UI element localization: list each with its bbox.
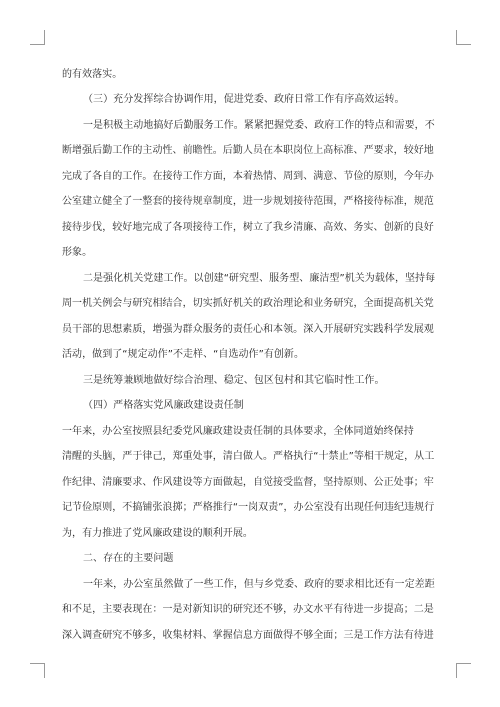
paragraph	[62, 89, 443, 111]
text-line: 深入调查研究不够多，收集材料、掌握信息方面做得不够全面；三是工作方法有待进	[62, 629, 434, 641]
text-line: 的有效落实。	[62, 69, 123, 80]
paragraph	[62, 64, 443, 86]
text-line: 活动，做到了“规定动作”不走样、“自选动作”有创新。	[62, 349, 305, 361]
text-line: （四）严格落实党风廉政建设责任制	[83, 400, 244, 412]
text-line: 断增强后勤工作的主动性、前瞻性。后勤人员在本职岗位上高标准、严要求，较好地	[62, 145, 434, 157]
paragraph	[62, 115, 443, 265]
text-line: 员干部的思想素质，增强为群众服务的责任心和本领。深入开展研究实践科学发展观	[62, 323, 434, 335]
crop-mark-top-left	[30, 30, 45, 45]
text-line: 记节俭原则，不搞铺张浪掷；严格推行“一岗双责”，办公室没有出现任何违纪违规行	[62, 502, 435, 514]
text-line: 作纪律、清廉要求、作风建设等方面做起，自觉接受监督，坚持原则、公正处事；牢	[62, 476, 434, 488]
text-line: 清醒的头脑，严于律己，郑重处事，清白做人。严格执行“十禁止”等相干规定，从工	[62, 451, 435, 463]
paragraph	[62, 370, 443, 392]
document-body	[62, 64, 443, 650]
text-line: 三是统筹兼顾地做好综合治理、稳定、包区包村和其它临时性工作。	[83, 374, 385, 386]
paragraph	[62, 548, 443, 570]
paragraph	[62, 268, 443, 367]
paragraph	[62, 574, 443, 647]
text-line: 和不足，主要表现在：一是对新知识的研究还不够，办文水平有待进一步提高；二是	[62, 604, 434, 616]
text-line: 一是积极主动地搞好后勤服务工作。紧紧把握党委、政府工作的特点和需要，不	[83, 119, 435, 131]
crop-mark-bottom-left	[30, 663, 45, 678]
text-line: 接待步伐，较好地完成了各项接待工作，树立了我乡清廉、高效、务实、创新的良好	[62, 221, 434, 233]
crop-mark-top-right	[456, 30, 471, 45]
text-line: 形象。	[62, 247, 93, 259]
text-line: 周一机关例会与研究相结合，切实抓好机关的政治理论和业务研究，全面提高机关党	[62, 298, 434, 310]
text-line: 二、存在的主要问题	[83, 553, 174, 565]
paragraph	[62, 421, 443, 545]
text-line: 公室建立健全了一整套的接待规章制度，进一步规划接待范围，严格接待标准，规范	[62, 196, 434, 208]
text-line: 完成了各自的工作。在接待工作方面，本着热情、周到、满意、节俭的原则，今年办	[62, 170, 434, 182]
paragraph	[62, 395, 443, 417]
text-line: 为，有力推进了党风廉政建设的顺利开展。	[62, 527, 253, 539]
text-line: 二是强化机关党建工作。以创建“研究型、服务型、廉洁型”机关为载体，坚持每	[83, 272, 436, 284]
crop-mark-bottom-right	[456, 663, 471, 678]
text-line: 一年来，办公室虽然做了一些工作，但与乡党委、政府的要求相比还有一定差距	[83, 578, 435, 590]
text-line: （三）充分发挥综合协调作用，促进党委、政府日常工作有序高效运转。	[83, 94, 405, 106]
text-line: 一年来，办公室按照县纪委党风廉政建设责任制的具体要求，全体同道始终保持	[62, 425, 414, 437]
